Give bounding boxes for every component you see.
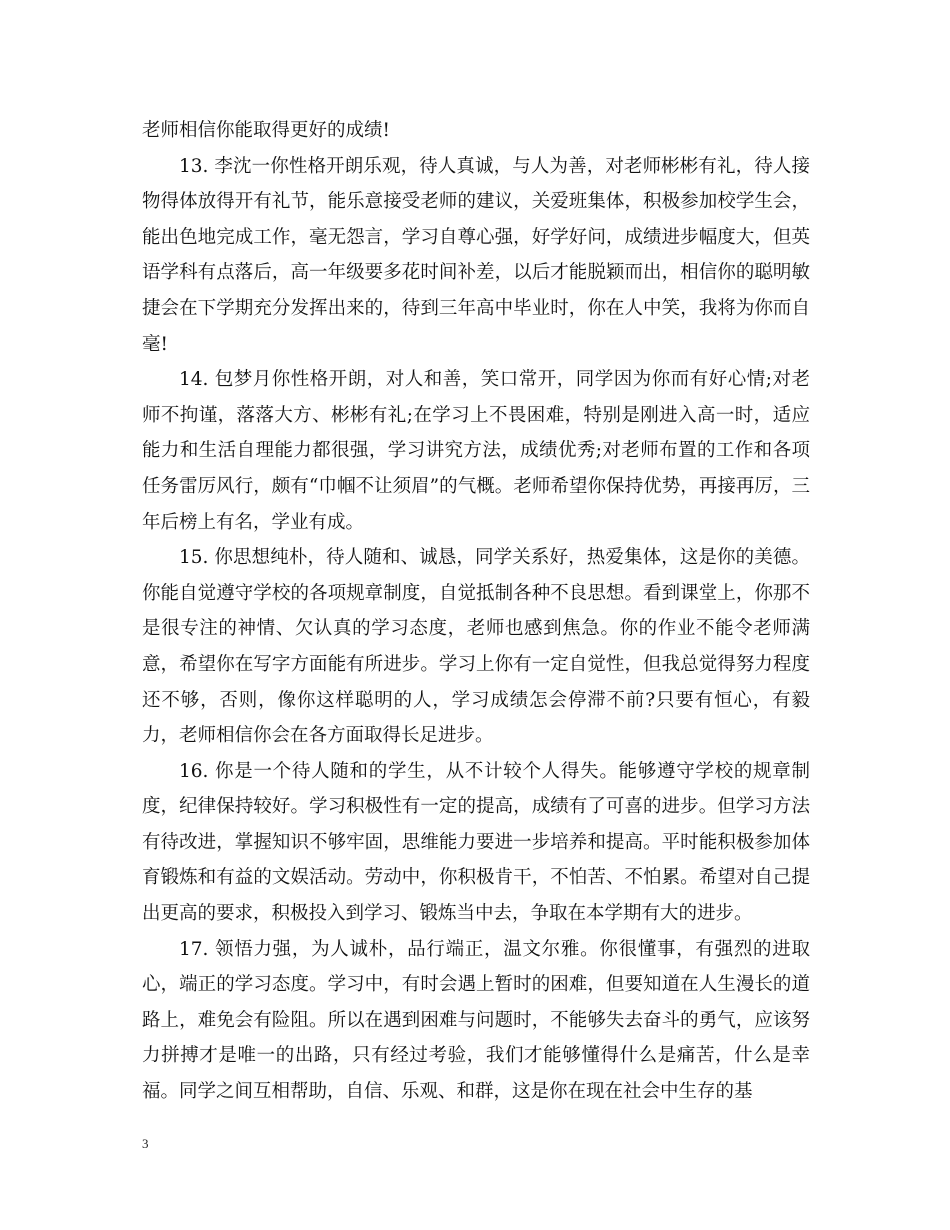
paragraph-item-17: 17. 领悟力强，为人诚朴，品行端正，温文尔雅。你很懂事，有强烈的进取心，端正的学习态度。学习中，有时会遇上暂时的困难，但要知道在人生漫长的道路上，难免会有险阻。所以在遇到困难与问题时，不能够失去奋斗的勇气，应该努力拼搏才是唯一的出路，只有经过考验，我们才能够懂得什么是痛苦，什么是幸福。同学之间互相帮助，自信、乐观、和群，这是你在现在社会中生存的基 (142, 938, 810, 1103)
document-body (142, 113, 810, 1110)
paragraph-continuation: 老师相信你能取得更好的成绩! (142, 120, 390, 141)
paragraph-item-16: 16. 你是一个待人随和的学生，从不计较个人得失。能够遵守学校的规章制度，纪律保持较好。学习积极性有一定的提高，成绩有了可喜的进步。但学习方法有待改进，掌握知识不够牢固，思维能力要进一步培养和提高。平时能积极参加体育锻炼和有益的文娱活动。劳动中，你积极肯干，不怕苦、不怕累。希望对自己提出更高的要求，积极投入到学习、锻炼当中去，争取在本学期有大的进步。 (142, 760, 810, 925)
paragraph-item-15: 15. 你思想纯朴，待人随和、诚恳，同学关系好，热爱集体，这是你的美德。你能自觉遵守学校的各项规章制度，自觉抵制各种不良思想。看到课堂上，你那不是很专注的神情、欠认真的学习态度，老师也感到焦急。你的作业不能令老师满意，希望你在写字方面能有所进步。学习上你有一定自觉性，但我总觉得努力程度还不够，否则，像你这样聪明的人，学习成绩怎会停滞不前?只要有恒心，有毅力，老师相信你会在各方面取得长足进步。 (142, 547, 810, 747)
paragraph-item-14: 14. 包梦月你性格开朗，对人和善，笑口常开，同学因为你而有好心情;对老师不拘谨，落落大方、彬彬有礼;在学习上不畏困难，特别是刚进入高一时，适应能力和生活自理能力都很强，学习讲究方法，成绩优秀;对老师布置的工作和各项任务雷厉风行，颇有“巾帼不让须眉”的气概。老师希望你保持优势，再接再厉，三年后榜上有名，学业有成。 (142, 369, 810, 533)
paragraph-item-13: 13. 李沈一你性格开朗乐观，待人真诚，与人为善，对老师彬彬有礼，待人接物得体放得开有礼节，能乐意接受老师的建议，关爱班集体，积极参加校学生会，能出色地完成工作，毫无怨言，学习自尊心强，好学好问，成绩进步幅度大，但英语学科有点落后，高一年级要多花时间补差，以后才能脱颖而出，相信你的聪明敏捷会在下学期充分发挥出来的，待到三年高中毕业时，你在人中笑，我将为你而自毫! (142, 155, 810, 355)
page-number: 3 (142, 1136, 149, 1151)
